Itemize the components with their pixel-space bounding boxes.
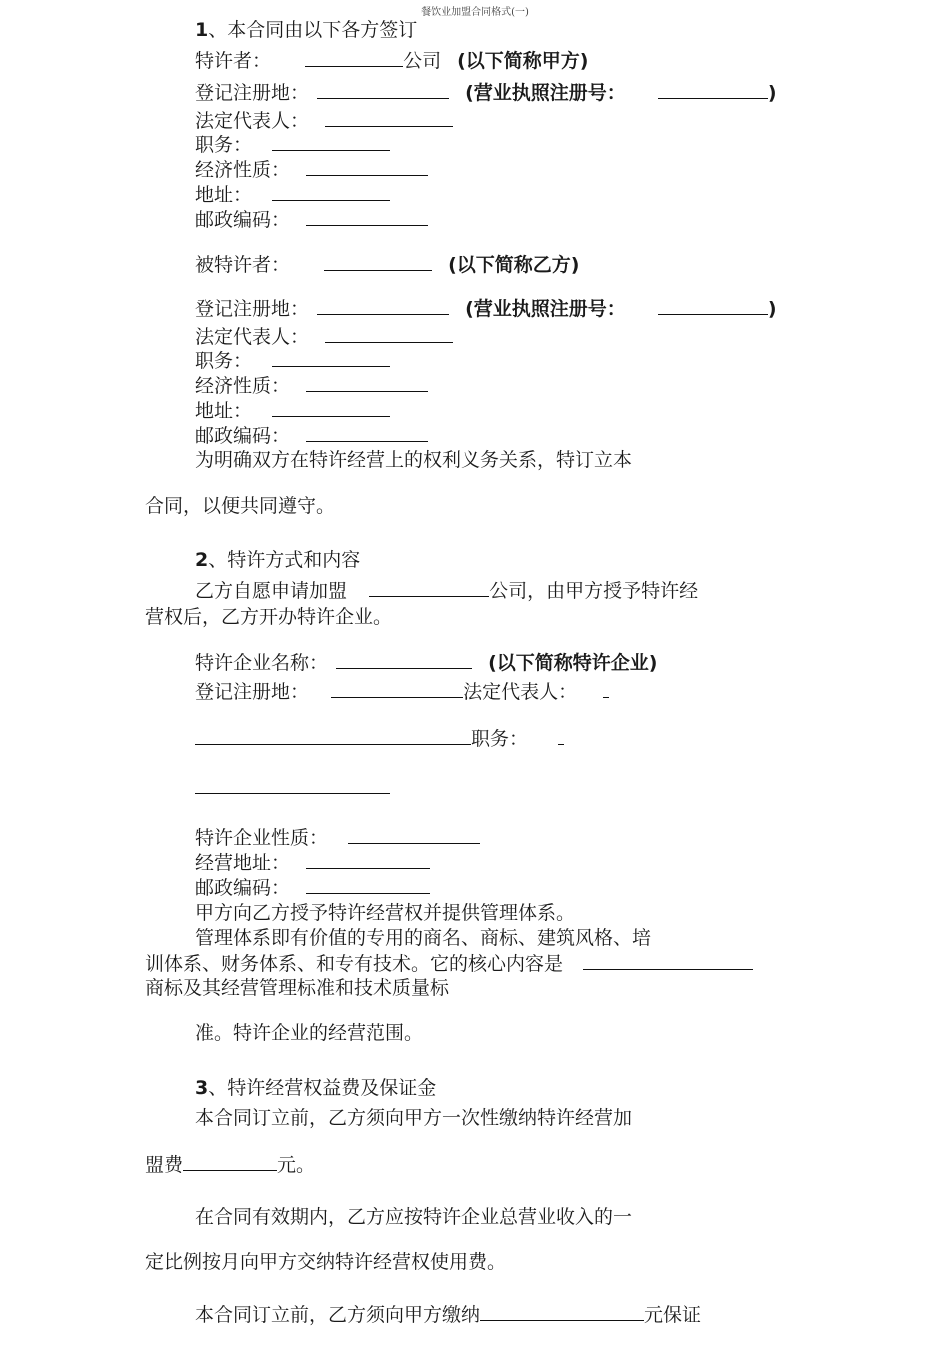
ent-name-line <box>195 650 657 675</box>
blank[interactable] <box>324 252 432 271</box>
postcode-label: 邮政编码： <box>195 209 291 231</box>
license-label: (营业执照注册号： <box>465 298 626 320</box>
nature-line-b <box>195 373 428 398</box>
franchisee-label: 被特许者： <box>195 254 291 276</box>
fee-line-1: 本合同订立前，乙方须向甲方一次性缴纳特许经营加 <box>195 1107 633 1129</box>
mgmt-line-2 <box>145 951 753 976</box>
address-line-b <box>195 398 390 423</box>
close-paren: ) <box>767 82 777 104</box>
nature-label: 经济性质： <box>195 375 291 397</box>
blank[interactable] <box>369 578 489 597</box>
blank[interactable] <box>306 157 428 176</box>
blank[interactable] <box>306 373 428 392</box>
address-label: 地址： <box>195 184 253 206</box>
blank[interactable] <box>348 825 480 844</box>
blank[interactable] <box>480 1302 644 1321</box>
section-1-heading <box>195 18 417 42</box>
address-label: 地址： <box>195 400 253 422</box>
deposit-text-b: 元保证 <box>644 1304 702 1326</box>
reg-addr-line-b <box>195 296 777 321</box>
legal-rep-line-a <box>195 108 453 133</box>
purpose-line-1: 为明确双方在特许经营上的权利义务关系，特订立本 <box>195 449 633 471</box>
apply-line <box>195 578 698 603</box>
blank[interactable] <box>305 48 403 67</box>
ent-reg-line <box>195 679 609 704</box>
position-label: 职务： <box>195 350 253 372</box>
page-header: 餐饮业加盟合同格式(一) <box>421 7 529 18</box>
biz-addr-label: 经营地址： <box>195 852 291 874</box>
blank[interactable] <box>306 423 428 442</box>
abbr-party-a: (以下简称甲方) <box>457 50 589 72</box>
section-number: 2 <box>195 549 209 571</box>
legal-rep-label: 法定代表人： <box>195 326 310 348</box>
blank[interactable] <box>272 348 390 367</box>
apply-line-2: 营权后，乙方开办特许企业。 <box>145 606 393 628</box>
blank[interactable] <box>317 80 449 99</box>
abbr-party-b: (以下简称乙方) <box>448 254 580 276</box>
fee-text-b: 元。 <box>277 1154 316 1176</box>
postcode-line-b <box>195 423 428 448</box>
blank[interactable] <box>658 296 768 315</box>
ent-nature-line <box>195 825 480 850</box>
legal-rep-label: 法定代表人： <box>195 110 310 132</box>
position-line-a <box>195 132 390 157</box>
legal-rep-line-b <box>195 324 453 349</box>
section-2-heading <box>195 548 360 572</box>
mgmt-line-1: 管理体系即有价值的专用的商名、商标、建筑风格、培 <box>195 927 652 949</box>
fee-line-2 <box>145 1152 315 1177</box>
blank[interactable] <box>317 296 449 315</box>
royalty-line-1: 在合同有效期内，乙方应按特许企业总营业收入的一 <box>195 1206 633 1228</box>
mgmt-line-3: 商标及其经营管理标准和技术质量标 <box>145 977 450 999</box>
abbr-enterprise: (以下简称特许企业) <box>488 652 658 674</box>
biz-addr-line <box>195 850 430 875</box>
company-suffix: 公司 <box>403 50 442 72</box>
blank[interactable] <box>306 875 430 894</box>
section-number: 3 <box>195 1077 209 1099</box>
section-title: 、本合同由以下各方签订 <box>208 19 418 41</box>
blank[interactable] <box>195 726 471 745</box>
ent-postcode-line <box>195 875 430 900</box>
mgmt-line-4: 准。特许企业的经营范围。 <box>195 1022 424 1044</box>
section-3-heading <box>195 1076 436 1100</box>
apply-text-a: 乙方自愿申请加盟 <box>195 580 348 602</box>
franchisee-line <box>195 252 579 277</box>
apply-text-b: 公司，由甲方授予特许经 <box>489 580 699 602</box>
nature-line-a <box>195 157 428 182</box>
reg-addr-line-a <box>195 80 777 105</box>
blank[interactable] <box>603 679 609 698</box>
deposit-line <box>195 1302 701 1327</box>
blank[interactable] <box>272 398 390 417</box>
position-label: 职务： <box>195 134 253 156</box>
franchisor-line <box>195 48 589 73</box>
blank[interactable] <box>272 182 390 201</box>
royalty-line-2: 定比例按月向甲方交纳特许经营权使用费。 <box>145 1251 507 1273</box>
nature-label: 经济性质： <box>195 159 291 181</box>
blank[interactable] <box>325 108 453 127</box>
franchisor-label: 特许者： <box>195 50 272 72</box>
blank[interactable] <box>583 951 753 970</box>
mgmt-text: 训体系、财务体系、和专有技术。它的核心内容是 <box>145 953 564 975</box>
blank[interactable] <box>331 679 463 698</box>
position-label: 职务： <box>471 728 529 750</box>
blank[interactable] <box>272 132 390 151</box>
blank[interactable] <box>183 1152 277 1171</box>
blank[interactable] <box>306 207 428 226</box>
section-title: 、特许方式和内容 <box>208 549 361 571</box>
blank[interactable] <box>325 324 453 343</box>
grant-line: 甲方向乙方授予特许经营权并提供管理体系。 <box>195 902 576 924</box>
blank[interactable] <box>558 726 564 745</box>
fee-text-a: 盟费 <box>145 1154 184 1176</box>
blank[interactable] <box>658 80 768 99</box>
postcode-label: 邮政编码： <box>195 877 291 899</box>
section-number: 1 <box>195 19 209 41</box>
ent-position-line <box>195 726 564 751</box>
postcode-label: 邮政编码： <box>195 425 291 447</box>
blank[interactable] <box>195 793 390 794</box>
ent-nature-label: 特许企业性质： <box>195 827 329 849</box>
ent-name-label: 特许企业名称： <box>195 652 329 674</box>
address-line-a <box>195 182 390 207</box>
section-title: 、特许经营权益费及保证金 <box>208 1077 437 1099</box>
position-line-b <box>195 348 390 373</box>
blank[interactable] <box>336 650 472 669</box>
reg-addr-label: 登记注册地： <box>195 82 310 104</box>
purpose-line-2: 合同，以便共同遵守。 <box>145 495 336 517</box>
postcode-line-a <box>195 207 428 232</box>
license-label: (营业执照注册号： <box>465 82 626 104</box>
deposit-text-a: 本合同订立前，乙方须向甲方缴纳 <box>195 1304 481 1326</box>
legal-rep-label: 法定代表人： <box>463 681 578 703</box>
blank[interactable] <box>306 850 430 869</box>
reg-addr-label: 登记注册地： <box>195 681 310 703</box>
reg-addr-label: 登记注册地： <box>195 298 310 320</box>
close-paren: ) <box>767 298 777 320</box>
